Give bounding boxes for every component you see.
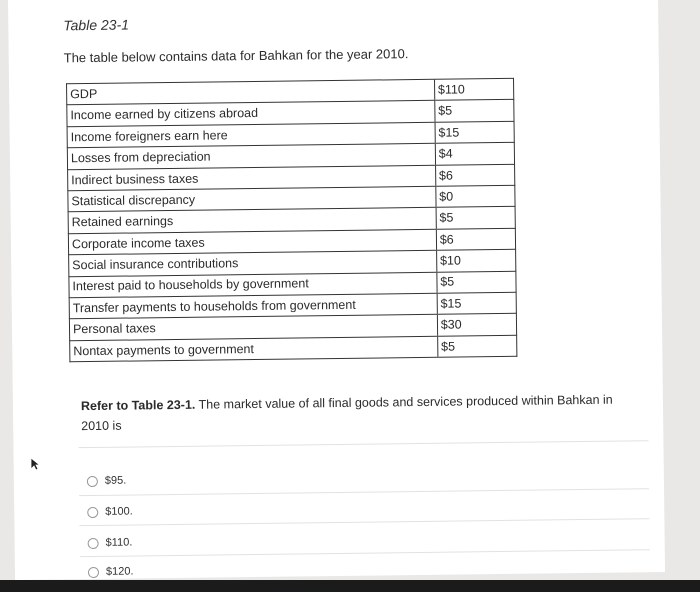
question-text xyxy=(81,389,641,436)
row-label: Income foreigners earn here xyxy=(67,122,435,148)
row-label: GDP xyxy=(67,79,435,105)
divider xyxy=(80,549,650,557)
row-value: $5 xyxy=(436,207,515,229)
divider xyxy=(78,440,648,448)
row-label: Social insurance contributions xyxy=(69,250,437,276)
row-value: $30 xyxy=(437,314,516,336)
row-value: $5 xyxy=(437,271,516,293)
row-value: $4 xyxy=(435,142,514,164)
row-value: $0 xyxy=(436,185,515,207)
radio-button[interactable] xyxy=(87,475,98,486)
option-label: $120. xyxy=(105,565,134,578)
row-value: $15 xyxy=(435,121,514,143)
row-label: Nontax payments to government xyxy=(70,336,438,362)
screen-bottom-bezel xyxy=(0,580,700,592)
mouse-pointer-icon xyxy=(30,457,40,471)
row-value: $6 xyxy=(436,228,515,250)
option-label: $100. xyxy=(105,505,133,518)
table-intro: The table below contains data for Bahkan for the year 2010. xyxy=(63,46,409,66)
divider xyxy=(79,518,649,526)
row-value: $15 xyxy=(437,292,516,314)
table-row xyxy=(70,335,517,362)
row-label: Personal taxes xyxy=(69,315,437,341)
question-body: The market value of all final goods and services produced within Bahkan in 2010 is xyxy=(81,392,613,434)
radio-button[interactable] xyxy=(88,537,99,548)
radio-button[interactable] xyxy=(87,506,98,517)
answer-option[interactable] xyxy=(87,506,133,519)
row-label: Indirect business taxes xyxy=(68,165,436,191)
row-label: Losses from depreciation xyxy=(67,143,435,169)
row-value: $6 xyxy=(435,164,514,186)
answer-option[interactable] xyxy=(88,566,134,579)
row-label: Corporate income taxes xyxy=(68,229,436,255)
answer-option[interactable] xyxy=(88,537,133,550)
table-caption: Table 23-1 xyxy=(63,16,130,34)
radio-button[interactable] xyxy=(88,566,99,577)
row-label: Statistical discrepancy xyxy=(68,186,436,212)
option-label: $110. xyxy=(105,536,133,549)
row-value: $110 xyxy=(434,78,513,100)
divider xyxy=(79,488,649,496)
row-value: $5 xyxy=(437,335,516,357)
row-label: Transfer payments to households from government xyxy=(69,293,437,319)
row-label: Interest paid to households by government xyxy=(69,272,437,298)
row-value: $5 xyxy=(435,100,514,122)
answer-option[interactable] xyxy=(87,475,127,487)
row-label: Income earned by citizens abroad xyxy=(67,101,435,127)
data-table xyxy=(66,78,517,363)
question-page xyxy=(8,0,665,580)
row-value: $10 xyxy=(436,249,515,271)
row-label: Retained earnings xyxy=(68,208,436,234)
question-reference: Refer to Table 23-1. xyxy=(80,397,196,414)
option-label: $95. xyxy=(104,474,127,487)
